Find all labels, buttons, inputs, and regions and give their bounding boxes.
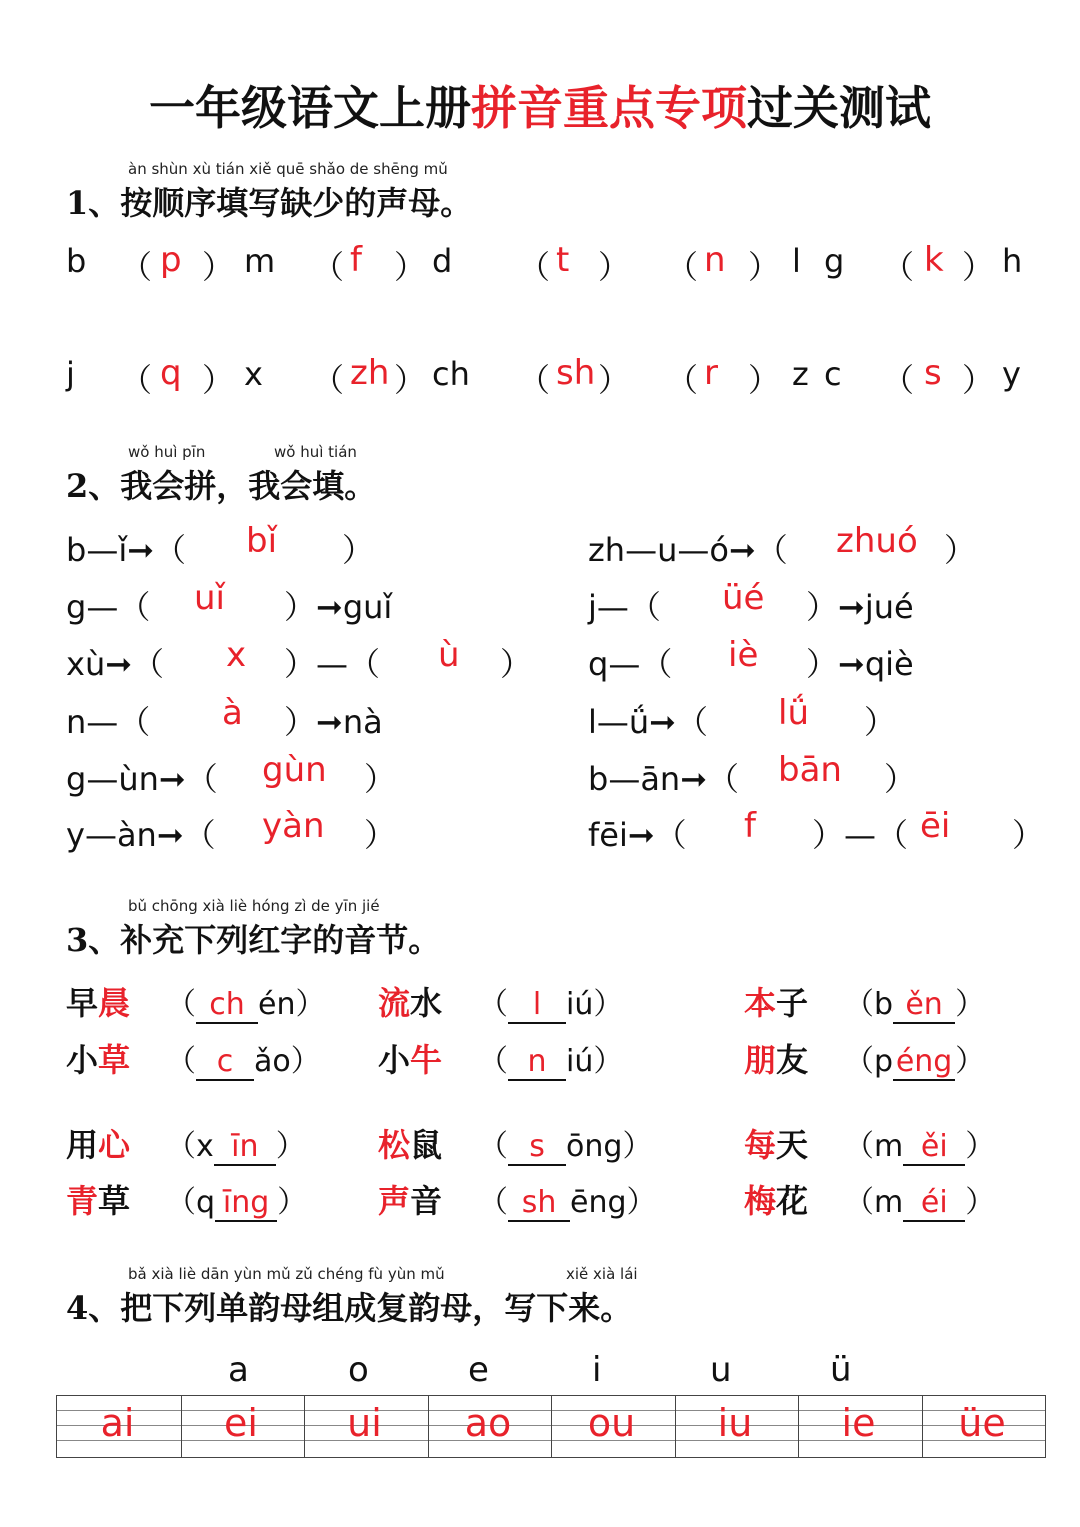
word-char: 早: [66, 984, 99, 1022]
answer-initial: q: [160, 353, 182, 393]
row-token: j: [66, 355, 75, 393]
exercise-prompt: zh—u—ó➞（: [588, 531, 788, 569]
compound-vowel: ie: [841, 1401, 876, 1445]
row-token: （: [120, 361, 153, 399]
row-token: y: [1002, 355, 1021, 393]
syllable-prefix: q: [196, 1185, 216, 1220]
paren-close: ）: [965, 1129, 996, 1164]
word-char: 草: [98, 1182, 131, 1220]
paren-open: （: [166, 987, 197, 1022]
section4-pinyin-a: bǎ xià liè dān yùn mǔ zǔ chéng fù yùn mǔ: [128, 1265, 445, 1283]
syllable-suffix: iú: [566, 987, 594, 1022]
syllable-suffix: ēng: [570, 1185, 627, 1220]
row-token: （: [518, 361, 551, 399]
word-char: 松: [378, 1126, 411, 1164]
section2-heading: 2、我会拼，我会填。: [66, 467, 377, 505]
exercise-connector: ）—（: [812, 816, 909, 854]
syllable-item: [744, 1120, 995, 1166]
exercise-result: ）➞nà: [284, 703, 383, 741]
paren-open: （: [166, 1129, 197, 1164]
row-token: z: [792, 355, 809, 393]
compound-vowel: ai: [100, 1401, 135, 1445]
paren-close: ）: [290, 1044, 321, 1079]
word-char: 用: [66, 1126, 99, 1164]
paren-close: ）: [295, 987, 326, 1022]
section3-heading: 3、补充下列红字的音节。: [66, 921, 441, 959]
exercise-result: ）: [342, 531, 375, 569]
word-char: 每: [744, 1126, 777, 1164]
row-token: （: [518, 248, 551, 286]
paren-close: ）: [277, 1185, 308, 1220]
syllable-item: [378, 1035, 623, 1081]
paren-open: （: [478, 987, 509, 1022]
row-token: l: [792, 242, 801, 280]
paren-open: （: [844, 1185, 875, 1220]
row-token: （: [120, 248, 153, 286]
exercise-answer: lǘ: [778, 693, 809, 733]
section2-pinyin-a: wǒ huì pīn: [128, 443, 206, 461]
syllable-blank: éi: [903, 1186, 965, 1222]
syllable-item: [744, 1176, 995, 1222]
row-token: m: [244, 242, 276, 280]
answer-initial: s: [924, 353, 942, 393]
word-char: 本: [744, 984, 777, 1022]
syllable-blank: n: [508, 1045, 566, 1081]
syllable-blank: s: [508, 1130, 566, 1166]
exercise-result: ）➞guǐ: [284, 588, 393, 626]
exercise-answer: zhuó: [836, 521, 918, 561]
compound-vowel: ao: [464, 1401, 512, 1445]
paren-open: （: [478, 1044, 509, 1079]
row-token: h: [1002, 242, 1023, 280]
row-token: ）: [748, 248, 781, 286]
exercise-prompt: y—àn➞（: [66, 816, 216, 854]
exercise-answer: ēi: [920, 806, 951, 846]
syllable-blank: ch: [196, 988, 258, 1024]
section1-pinyin: àn shùn xù tián xiě quē shǎo de shēng mǔ: [128, 160, 448, 178]
section4-pinyin-b: xiě xià lái: [566, 1265, 638, 1283]
answer-initial: p: [160, 240, 182, 280]
exercise-answer: ù: [438, 635, 460, 675]
row-token: ch: [432, 355, 470, 393]
exercise-result: ）: [364, 760, 397, 798]
row-token: ）: [962, 361, 995, 399]
single-vowel: i: [592, 1350, 602, 1390]
word-char: 小: [66, 1041, 99, 1079]
row-token: ）: [748, 361, 781, 399]
single-vowel: ü: [830, 1350, 852, 1390]
row-token: c: [824, 355, 842, 393]
row-token: （: [312, 361, 345, 399]
syllable-prefix: x: [196, 1129, 214, 1164]
answer-initial: r: [704, 353, 718, 393]
single-vowel: u: [710, 1350, 732, 1390]
syllable-blank: īng: [215, 1186, 277, 1222]
syllable-prefix: p: [874, 1044, 894, 1079]
paren-close: ）: [275, 1129, 306, 1164]
exercise-answer: üé: [722, 578, 765, 618]
exercise-prompt: b—ǐ➞（: [66, 531, 187, 569]
row-token: ）: [598, 361, 631, 399]
syllable-suffix: iú: [566, 1044, 594, 1079]
title-part1: 一年级语文上册: [149, 81, 471, 135]
word-char: 天: [776, 1126, 809, 1164]
page-title: [0, 72, 1080, 138]
exercise-answer: bān: [778, 750, 842, 790]
section3-pinyin: bǔ chōng xià liè hóng zì de yīn jié: [128, 897, 380, 915]
row-token: （: [666, 248, 699, 286]
row-token: ）: [598, 248, 631, 286]
word-char: 小: [378, 1041, 411, 1079]
exercise-answer: gùn: [262, 750, 327, 790]
exercise-answer: à: [222, 693, 243, 733]
single-vowel: e: [468, 1350, 489, 1390]
exercise-answer: yàn: [262, 806, 325, 846]
row-token: g: [824, 242, 845, 280]
exercise-answer: uǐ: [194, 578, 225, 618]
paren-open: （: [478, 1129, 509, 1164]
single-vowel: a: [228, 1350, 249, 1390]
paren-close: ）: [593, 987, 624, 1022]
paren-open: （: [844, 1129, 875, 1164]
exercise-result: ）: [364, 816, 397, 854]
section2-pinyin-b: wǒ huì tián: [274, 443, 357, 461]
answer-initial: sh: [556, 353, 596, 393]
paren-close: ）: [955, 1044, 986, 1079]
exercise-prompt: g—（: [66, 588, 151, 626]
row-token: d: [432, 242, 453, 280]
exercise-result: ）: [864, 703, 897, 741]
syllable-item: [66, 1120, 306, 1166]
word-char: 朋: [744, 1041, 777, 1079]
title-part2: 拼音重点专项: [471, 81, 747, 135]
syllable-item: [66, 978, 326, 1024]
word-char: 梅: [744, 1182, 777, 1220]
answer-initial: zh: [350, 353, 390, 393]
exercise-answer: bǐ: [246, 521, 278, 561]
exercise-prompt: b—ān➞（: [588, 760, 740, 798]
row-token: ）: [394, 361, 427, 399]
word-char: 鼠: [410, 1126, 443, 1164]
row-token: ）: [394, 248, 427, 286]
exercise-answer: f: [744, 806, 756, 846]
syllable-item: [378, 978, 623, 1024]
syllable-suffix: ōng: [566, 1129, 623, 1164]
row-token: ）: [962, 248, 995, 286]
compound-vowel: üe: [958, 1401, 1006, 1445]
syllable-blank: c: [196, 1045, 254, 1081]
title-part3: 过关测试: [747, 81, 931, 135]
syllable-item: [744, 1035, 985, 1081]
compound-vowel: ou: [587, 1401, 636, 1445]
exercise-prompt: j—（: [588, 588, 661, 626]
syllable-suffix: én: [258, 987, 296, 1022]
answer-initial: t: [556, 240, 570, 280]
exercise-prompt: g—ùn➞（: [66, 760, 218, 798]
syllable-blank: ěn: [893, 988, 955, 1024]
syllable-blank: sh: [508, 1186, 570, 1222]
syllable-item: [66, 1035, 321, 1081]
exercise-answer: x: [226, 635, 247, 675]
exercise-result: ）: [1012, 816, 1045, 854]
word-char: 水: [410, 984, 443, 1022]
row-token: x: [244, 355, 263, 393]
syllable-item: [66, 1176, 307, 1222]
word-char: 晨: [98, 984, 131, 1022]
syllable-item: [744, 978, 985, 1024]
word-char: 子: [776, 984, 809, 1022]
exercise-prompt: xù➞（: [66, 645, 165, 683]
single-vowel: o: [348, 1350, 369, 1390]
row-token: （: [882, 248, 915, 286]
exercise-result: ）: [500, 645, 533, 683]
paren-close: ）: [593, 1044, 624, 1079]
exercise-result: ）➞jué: [806, 588, 914, 626]
exercise-prompt: n—（: [66, 703, 151, 741]
row-token: （: [882, 361, 915, 399]
paren-close: ）: [965, 1185, 996, 1220]
word-char: 花: [776, 1182, 809, 1220]
word-char: 草: [98, 1041, 131, 1079]
exercise-prompt: fēi➞（: [588, 816, 687, 854]
word-char: 青: [66, 1182, 99, 1220]
paren-open: （: [478, 1185, 509, 1220]
syllable-blank: ěi: [903, 1130, 965, 1166]
word-char: 音: [410, 1182, 443, 1220]
row-token: （: [312, 248, 345, 286]
row-token: ）: [202, 248, 235, 286]
word-char: 流: [378, 984, 411, 1022]
word-char: 牛: [410, 1041, 443, 1079]
section1-heading: 1、按顺序填写缺少的声母。: [66, 184, 473, 222]
syllable-prefix: m: [874, 1129, 904, 1164]
compound-vowel: ui: [347, 1401, 382, 1445]
compound-vowel: iu: [717, 1401, 753, 1445]
paren-close: ）: [626, 1185, 657, 1220]
syllable-item: [378, 1120, 652, 1166]
syllable-blank: éng: [893, 1045, 955, 1081]
syllable-blank: l: [508, 988, 566, 1024]
paren-open: （: [844, 1044, 875, 1079]
paren-open: （: [166, 1044, 197, 1079]
syllable-prefix: m: [874, 1185, 904, 1220]
syllable-item: [378, 1176, 657, 1222]
exercise-prompt: q—（: [588, 645, 673, 683]
exercise-connector: ）—（: [284, 645, 381, 683]
section4-heading: 4、把下列单韵母组成复韵母，写下来。: [66, 1289, 633, 1327]
answer-initial: f: [350, 240, 362, 280]
answer-initial: n: [704, 240, 726, 280]
syllable-blank: īn: [214, 1130, 276, 1166]
exercise-answer: iè: [728, 635, 759, 675]
word-char: 声: [378, 1182, 411, 1220]
paren-open: （: [166, 1185, 197, 1220]
syllable-suffix: ǎo: [254, 1044, 291, 1079]
compound-vowel: ei: [224, 1401, 258, 1445]
exercise-result: ）➞qiè: [806, 645, 914, 683]
paren-close: ）: [955, 987, 986, 1022]
row-token: ）: [202, 361, 235, 399]
word-char: 心: [98, 1126, 131, 1164]
row-token: （: [666, 361, 699, 399]
word-char: 友: [776, 1041, 809, 1079]
paren-open: （: [844, 987, 875, 1022]
exercise-result: ）: [884, 760, 917, 798]
paren-close: ）: [622, 1129, 653, 1164]
exercise-prompt: l—ǘ➞（: [588, 703, 708, 741]
exercise-result: ）: [944, 531, 977, 569]
syllable-prefix: b: [874, 987, 894, 1022]
row-token: b: [66, 242, 87, 280]
answer-initial: k: [924, 240, 944, 280]
